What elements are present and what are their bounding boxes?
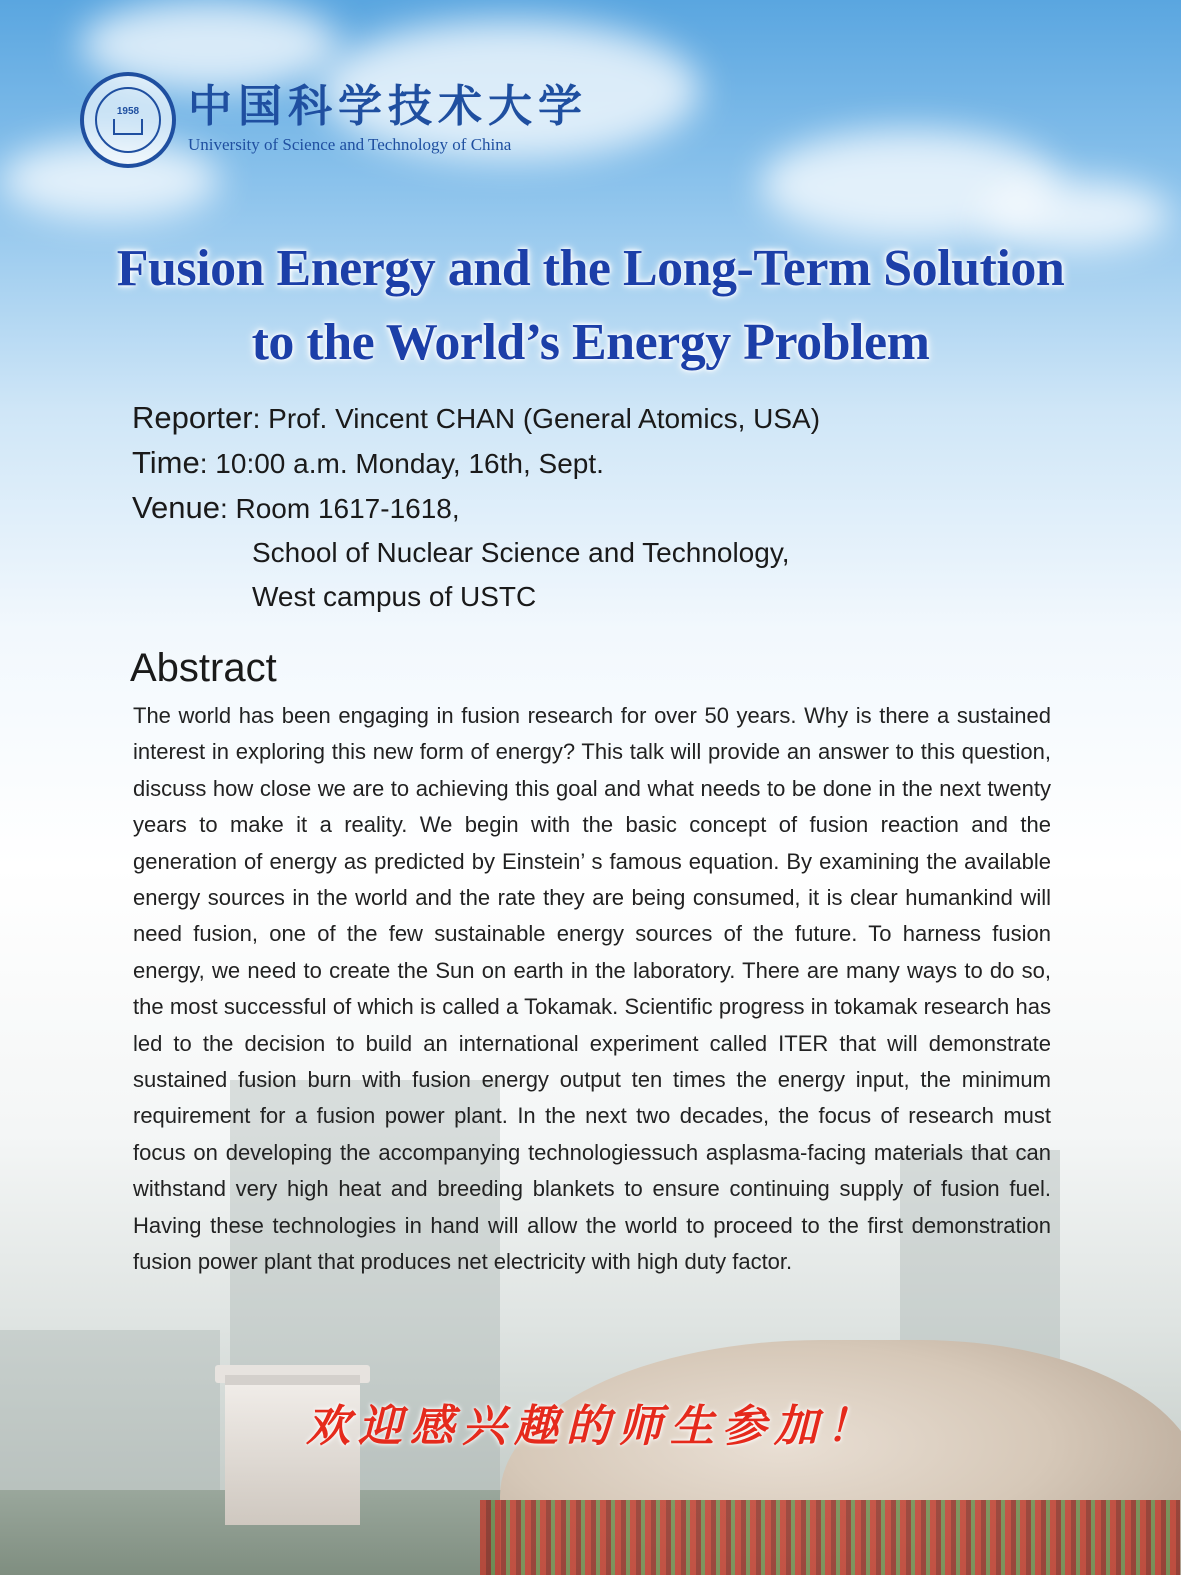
flower-bed (480, 1500, 1180, 1575)
venue-label: Venue (132, 490, 220, 525)
talk-title-line-1: Fusion Energy and the Long-Term Solution (116, 240, 1065, 297)
university-name-english: University of Science and Technology of China (188, 135, 512, 154)
talk-info (132, 396, 820, 619)
venue-row (132, 486, 820, 531)
venue-value-line-2: School of Nuclear Science and Technology, (252, 537, 790, 568)
venue-value-line-3: West campus of USTC (252, 581, 537, 612)
talk-title (0, 232, 1181, 380)
university-header (80, 72, 588, 168)
time-value: : 10:00 a.m. Monday, 16th, Sept. (199, 448, 604, 479)
time-label: Time (132, 445, 200, 480)
university-seal-icon (80, 72, 176, 168)
time-row (132, 441, 820, 486)
building-silhouette (0, 1330, 220, 1500)
venue-value-line-1: : Room 1617-1618, (219, 493, 460, 524)
welcome-banner: 欢迎感兴趣的师生参加！ (306, 1401, 878, 1452)
book-icon (113, 119, 143, 135)
reporter-label: Reporter (132, 400, 253, 435)
seal-year: 1958 (116, 105, 140, 117)
abstract-text: The world has been engaging in fusion research for over 50 years. Why is there a sustained interest in exploring this new form of energy? This talk will provide an answer to this question, discuss how close we are to achieving this goal and what needs to be done in the next twenty years to make it a reality. We begin with the basic concept of fusion reaction and the generation of energy as predicted by Einstein’ s famous equation. By examining the available energy sources in the world and the rate they are being consumed, it is clear humankind will need fusion, one of the few sustainable energy sources of the future. To harness fusion energy, we need to create the Sun on earth in the laboratory. There are many ways to do so, the most successful of which is called a Tokamak. Scientific progress in tokamak research has led to the decision to build an international experiment called ITER that will demonstrate sustained fusion burn with fusion energy output ten times the energy input, the minimum requirement for a fusion power plant. In the next two decades, the focus of research must focus on developing the accompanying technologiessuch asplasma-facing materials that can withstand very high heat and breeding blankets to ensure continuing supply of fusion fuel. Having these technologies in hand will allow the world to proceed to the first demonstration fusion power plant that produces net electricity with high duty factor. (133, 703, 1051, 1275)
seal-inner-ring (95, 87, 161, 153)
reporter-row (132, 396, 820, 441)
talk-title-line-2: to the World’s Energy Problem (251, 314, 930, 371)
reporter-value: : Prof. Vincent CHAN (General Atomics, USA) (252, 403, 821, 434)
university-name-chinese: 中国科学技术大学 (188, 81, 588, 132)
abstract-heading: Abstract (130, 646, 277, 690)
university-name (188, 81, 588, 155)
